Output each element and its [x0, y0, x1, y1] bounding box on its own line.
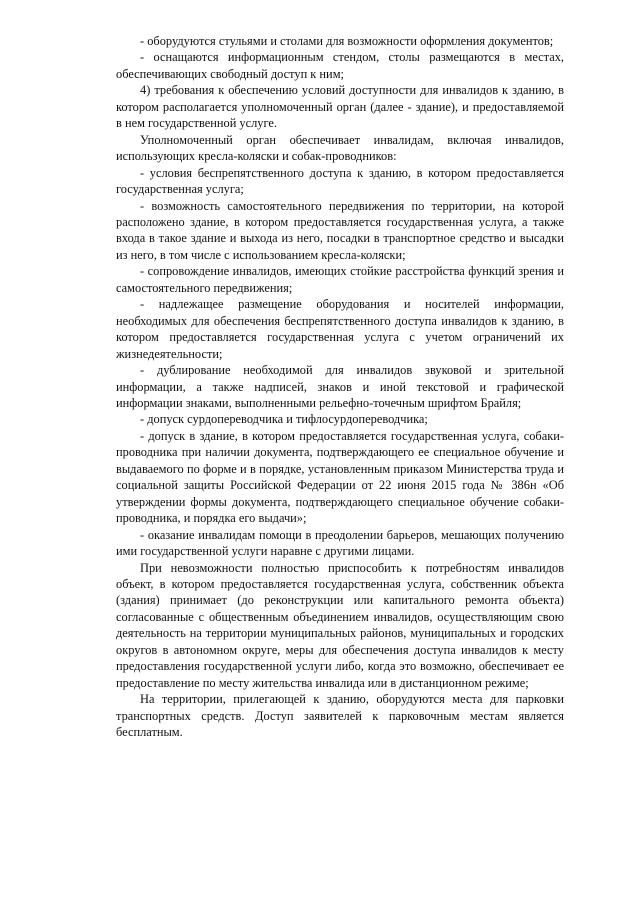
paragraph-interpreter-admission: - допуск сурдопереводчика и тифлосурдопереводчика; — [140, 412, 428, 427]
paragraph-impossibility-measures: При невозможности полностью приспособить к потребностям инвалидов объект, в котором предоставляется государственная услуга, собственник объекта (здания) принимает (до реконструкции или капитального ремонта объекта) согласованные с общественным объединением инвалидов, осуществляющим свою деятельность на территории муниципальных районов, муниципальных и городских округов в автономном округе, меры для обеспечения доступа инвалидов к месту предоставления государственной услуги либо, когда это возможно, обеспечивает ее предоставление по месту жительства инвалида или в дистанционном режиме; — [116, 560, 564, 690]
paragraph-authority-provides: Уполномоченный орган обеспечивает инвалидам, включая инвалидов, использующих кресла-коляски и собак-проводников: — [116, 132, 564, 164]
paragraph-guide-dog-admission: - допуск в здание, в котором предоставляется государственная услуга, собаки-проводника при наличии документа, подтверждающего ее специальное обучение и выдаваемого по форме и в порядке, установленным приказом Министерства труда и социальной защиты Российской Федерации от 22 июня 2015 года № 386н «Об утверждении формы документа, подтверждающего специальное обучение собаки-проводника, и порядка его выдачи»; — [116, 428, 564, 526]
paragraph-duplication-braille: - дублирование необходимой для инвалидов звуковой и зрительной информации, а также надписей, знаков и иной текстовой и графической информации знаками, выполненными рельефно-точечным шрифтом Брайля; — [116, 363, 564, 410]
paragraph-unobstructed-access: - условия беспрепятственного доступа к зданию, в котором предоставляется государственная услуга; — [116, 165, 564, 197]
paragraph-escort: - сопровождение инвалидов, имеющих стойкие расстройства функций зрения и самостоятельного передвижения; — [116, 264, 564, 295]
paragraph-accessibility-requirements: 4) требования к обеспечению условий доступности для инвалидов к зданию, в котором располагается уполномоченный орган (далее - здание), и предоставляемой в нем государственной услуге. — [116, 83, 564, 131]
document-page — [116, 33, 564, 740]
paragraph-info-stand: - оснащаются информационным стендом, столы размещаются в местах, обеспечивающих свободный доступ к ним; — [116, 50, 564, 81]
paragraph-barrier-assistance: - оказание инвалидам помощи в преодолении барьеров, мешающих получению ими государственной услуги наравне с другими лицами. — [116, 527, 564, 559]
paragraph-equipment-placement: - надлежащее размещение оборудования и носителей информации, необходимых для обеспечения беспрепятственного доступа инвалидов к зданию, в котором предоставляется государственная услуга с учетом ограничений их жизнедеятельности; — [116, 297, 564, 361]
paragraph-independent-movement: - возможность самостоятельного передвижения по территории, на которой расположено здание, в котором предоставляется государственная услуга, а также входа в такое здание и выхода из него, посадки в транспортное средство и высадки из него, в том числе с использованием кресла-коляски; — [116, 198, 564, 262]
paragraph-parking: На территории, прилегающей к зданию, оборудуются места для парковки транспортных средств. Доступ заявителей к парковочным местам является бесплатным. — [116, 692, 564, 740]
paragraph-furniture: - оборудуются стульями и столами для возможности оформления документов; — [140, 34, 554, 48]
